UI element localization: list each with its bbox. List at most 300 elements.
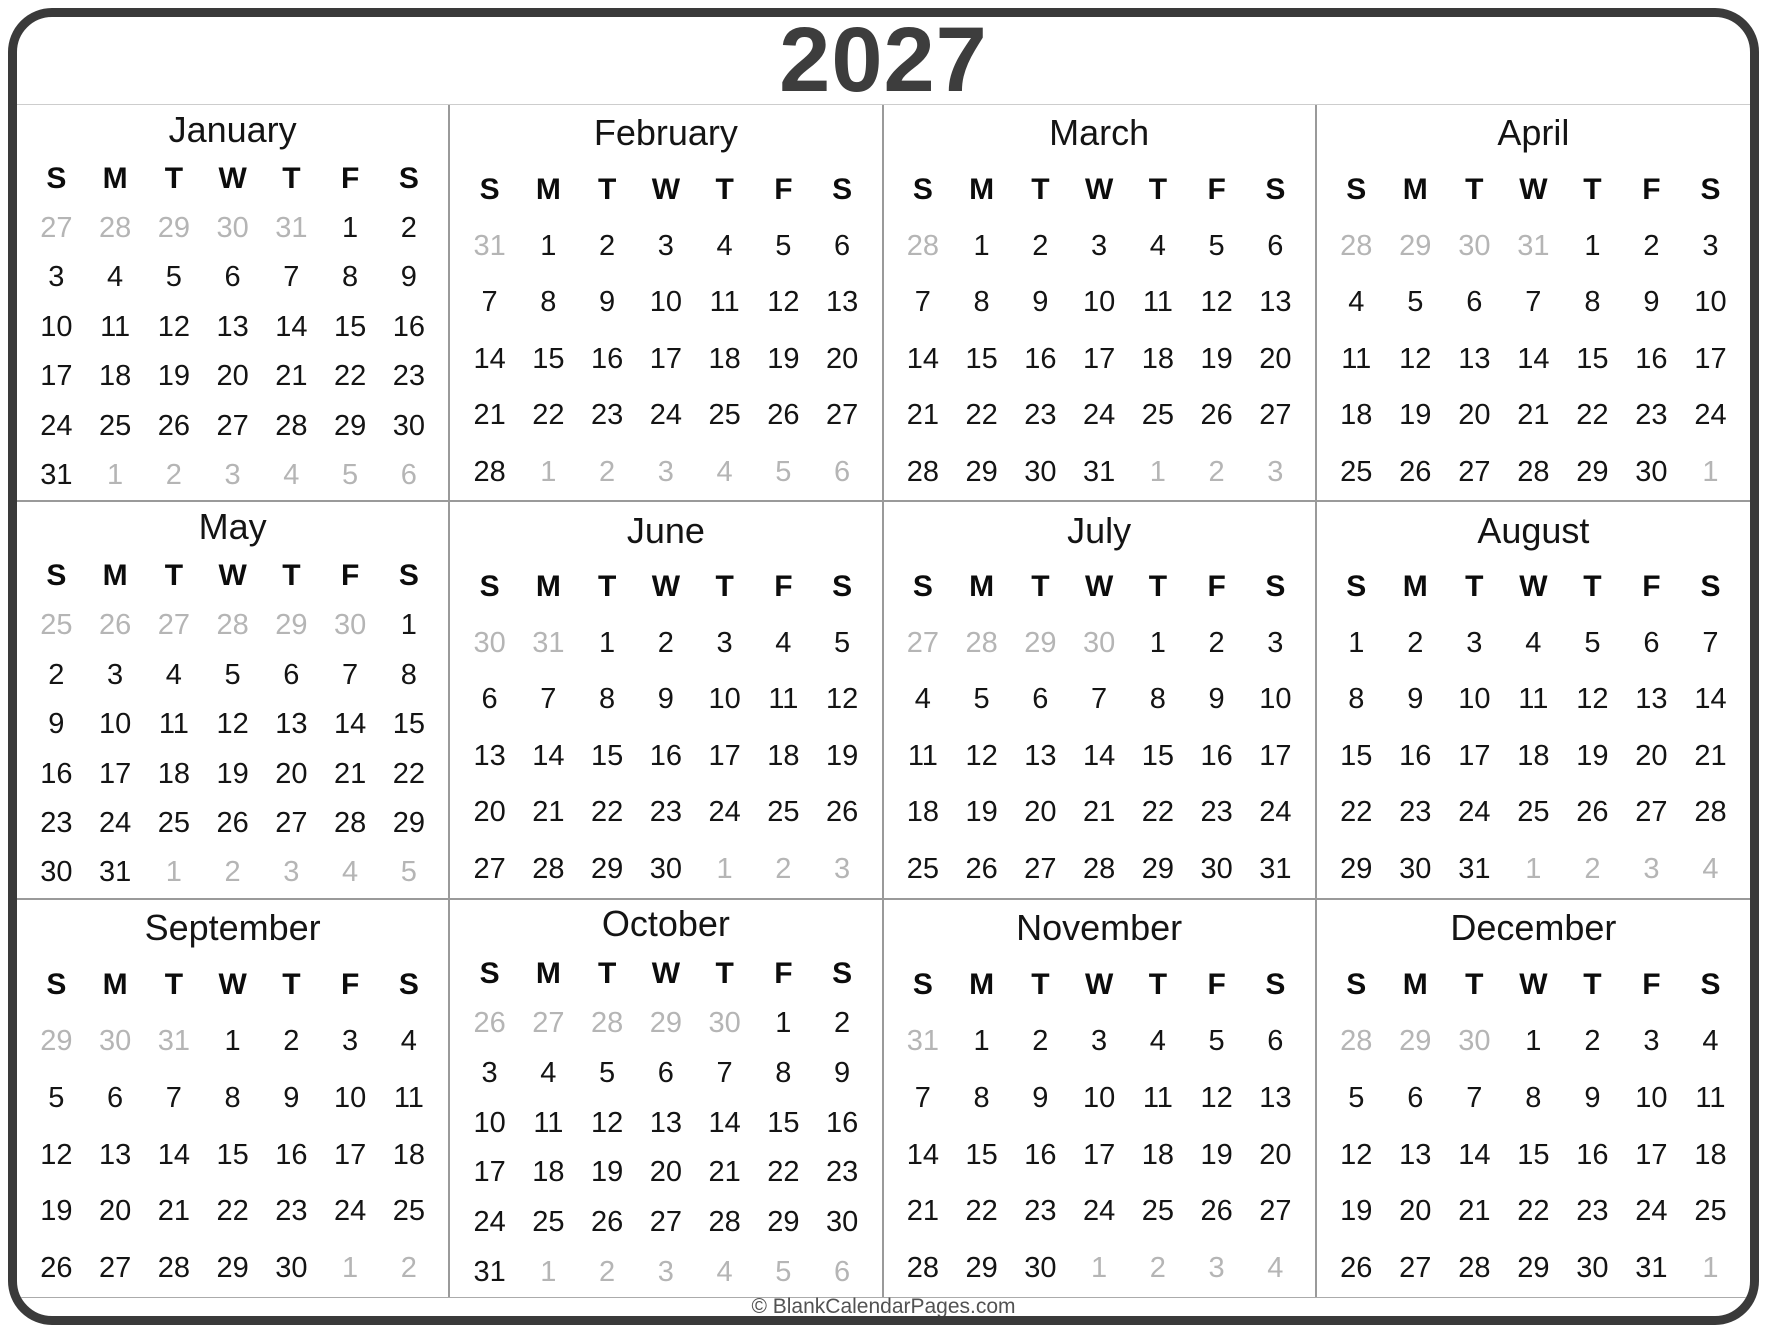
adjacent-month-day: 28 [965,627,998,659]
adjacent-month-day: 28 [1340,1025,1373,1058]
adjacent-month-day: 29 [275,609,308,642]
adjacent-month-day: 6 [834,1255,851,1288]
day-number: 19 [590,1156,624,1189]
day-number: 10 [1082,286,1116,319]
day-number: 28 [532,852,565,885]
day-number: 28 [275,409,308,442]
week-row [1327,1070,1740,1127]
weekday-header: W [651,957,681,991]
day-number: 14 [1458,1138,1491,1171]
adjacent-month-day: 30 [473,627,506,659]
month-name: December [1450,907,1617,949]
day-number: 24 [1259,796,1292,829]
week-row [27,1013,438,1070]
day-number: 31 [1635,1252,1668,1285]
day-number: 12 [216,708,249,741]
day-number: 23 [825,1156,859,1189]
day-number: 11 [1142,1081,1173,1114]
weekday-header: M [1402,570,1428,604]
week-row [894,1183,1305,1240]
day-number: 12 [825,683,859,716]
weekday-header: T [1148,172,1168,206]
day-number: 14 [157,1138,190,1171]
weekday-header: M [102,162,128,196]
day-number: 25 [1340,455,1373,488]
day-number: 5 [1348,1081,1365,1114]
day-number: 16 [1024,342,1057,375]
day-number: 14 [708,1106,741,1139]
day-number: 21 [275,360,308,393]
day-number: 1 [1348,627,1365,659]
day-number: 9 [1584,1081,1601,1114]
day-number: 12 [590,1106,624,1139]
adjacent-month-day: 1 [1149,455,1166,488]
day-number: 19 [40,1195,73,1228]
adjacent-month-day: 31 [473,229,506,262]
day-number: 29 [1576,455,1609,488]
weekday-header-row [460,559,871,615]
adjacent-month-day: 2 [775,852,792,885]
weekday-header: T [164,559,184,593]
day-number: 20 [1458,399,1491,432]
weekday-header: M [535,570,561,604]
day-number: 17 [1259,739,1292,772]
day-number: 23 [1024,399,1057,432]
adjacent-month-day: 1 [165,856,182,889]
day-number: 2 [1208,627,1225,659]
adjacent-month-day: 29 [649,1007,682,1040]
day-number: 13 [216,310,249,343]
day-number: 11 [1341,342,1372,375]
weekday-header: W [651,570,681,604]
week-row [460,387,871,443]
week-row [894,841,1305,897]
copyright-text: © BlankCalendarPages.com [751,1295,1016,1318]
weekday-header: M [535,957,561,991]
day-number: 10 [473,1106,506,1139]
day-number: 15 [392,708,425,741]
day-number: 23 [1024,1195,1057,1228]
day-number: 30 [275,1252,308,1285]
month-july [884,502,1317,899]
day-number: 29 [1517,1252,1550,1285]
week-row [1327,841,1740,897]
weekday-header: S [912,172,933,206]
week-row [1327,331,1740,387]
day-number: 22 [1517,1195,1550,1228]
day-number: 20 [1024,796,1057,829]
weekday-header-row [894,161,1305,217]
weekday-header: M [969,172,995,206]
calendar-page [8,8,1759,1325]
week-row [460,218,871,274]
week-row [1327,1013,1740,1070]
day-number: 7 [342,658,359,691]
weekday-header: S [1346,570,1367,604]
day-number: 10 [1082,1081,1116,1114]
adjacent-month-day: 4 [342,856,359,889]
day-number: 26 [1200,399,1233,432]
day-number: 25 [1517,796,1550,829]
day-number: 26 [767,399,800,432]
weekday-header: W [1519,172,1548,206]
day-number: 24 [40,409,73,442]
month-february [450,105,883,502]
day-number: 7 [481,286,498,319]
day-number: 20 [825,342,859,375]
day-number: 17 [1458,739,1491,772]
day-number: 14 [1517,342,1550,375]
weekday-header: W [1084,172,1114,206]
weekday-header: W [1084,570,1114,604]
day-number: 12 [1399,342,1432,375]
day-number: 10 [40,310,73,343]
day-number: 11 [907,739,938,772]
day-number: 9 [599,286,616,319]
weekday-header: T [1031,967,1050,1001]
day-number: 20 [1259,342,1292,375]
day-number: 27 [98,1252,132,1285]
month-name: March [1049,112,1150,154]
day-number: 13 [275,708,308,741]
day-number: 5 [48,1081,65,1114]
day-number: 9 [283,1081,300,1114]
day-number: 3 [1267,627,1284,659]
day-number: 30 [1635,455,1668,488]
day-number: 1 [1149,627,1166,659]
week-row [460,1049,871,1099]
day-number: 12 [1200,286,1233,319]
day-number: 22 [590,796,624,829]
day-number: 5 [973,683,990,716]
weekday-header: T [715,570,734,604]
day-number: 4 [716,229,733,262]
weekday-header-row [27,956,438,1013]
weekday-header: T [282,162,301,196]
day-number: 5 [224,658,241,691]
weekday-header: M [102,559,128,593]
day-number: 1 [775,1007,792,1040]
day-number: 4 [400,1025,417,1058]
day-number: 1 [599,627,616,659]
day-number: 23 [275,1195,308,1228]
weekday-header: T [1465,570,1484,604]
day-number: 27 [1635,796,1668,829]
week-row [460,999,871,1049]
day-number: 4 [775,627,792,659]
adjacent-month-day: 4 [1267,1252,1284,1285]
day-number: 8 [1149,683,1166,716]
day-number: 2 [1643,229,1660,262]
day-number: 19 [965,796,998,829]
adjacent-month-day: 29 [157,212,190,245]
day-number: 20 [275,757,308,790]
weekday-header: T [1031,570,1050,604]
weekday-header: T [1148,570,1168,604]
day-number: 13 [98,1138,132,1171]
week-row [460,1098,871,1148]
day-number: 3 [1643,1025,1660,1058]
day-number: 12 [1200,1081,1233,1114]
day-number: 14 [333,708,367,741]
day-number: 26 [40,1252,73,1285]
day-number: 24 [1082,399,1116,432]
week-row [460,785,871,841]
month-june [450,502,883,899]
day-number: 3 [107,658,124,691]
weekday-header: S [1700,570,1721,604]
day-number: 10 [1259,683,1292,716]
day-number: 1 [342,212,359,245]
month-may [17,502,450,899]
day-number: 25 [1141,1195,1174,1228]
day-number: 8 [973,286,990,319]
day-number: 10 [98,708,132,741]
adjacent-month-day: 2 [1149,1252,1166,1285]
day-number: 21 [1517,399,1550,432]
day-number: 10 [708,683,741,716]
week-row [460,615,871,671]
week-row [27,352,438,401]
day-number: 12 [1576,683,1609,716]
day-number: 22 [1141,796,1174,829]
day-number: 14 [532,739,565,772]
day-number: 12 [1340,1138,1373,1171]
adjacent-month-day: 4 [283,459,300,492]
day-number: 28 [1458,1252,1491,1285]
week-row [1327,1127,1740,1184]
day-number: 16 [1576,1138,1609,1171]
day-number: 18 [767,739,800,772]
day-number: 30 [392,409,425,442]
day-number: 20 [473,796,506,829]
day-number: 6 [283,658,300,691]
day-number: 12 [767,286,800,319]
adjacent-month-day: 30 [216,212,249,245]
year-title: 2027 [779,9,988,111]
adjacent-month-day: 3 [1267,455,1284,488]
adjacent-month-day: 31 [275,212,308,245]
day-number: 5 [599,1057,616,1089]
day-number: 28 [473,455,506,488]
day-number: 29 [767,1206,800,1239]
weekday-header: T [1465,967,1484,1001]
weekday-header: M [969,570,995,604]
adjacent-month-day: 30 [1458,229,1491,262]
weekday-header: M [102,967,128,1001]
day-number: 23 [1200,796,1233,829]
day-number: 18 [708,342,741,375]
weekday-header: S [832,570,853,604]
day-number: 25 [906,852,939,885]
day-number: 21 [532,796,565,829]
day-number: 26 [157,409,190,442]
day-number: 13 [1024,739,1057,772]
day-number: 29 [965,455,998,488]
week-row [1327,1183,1740,1240]
weekday-header-row [460,161,871,217]
adjacent-month-day: 4 [716,455,733,488]
month-august [1317,502,1750,899]
week-row [894,1127,1305,1184]
day-number: 24 [1694,399,1727,432]
day-number: 22 [216,1195,249,1228]
day-number: 30 [1399,852,1432,885]
week-row [894,615,1305,671]
day-number: 9 [1407,683,1424,716]
day-number: 13 [649,1106,682,1139]
day-number: 20 [1635,739,1668,772]
weekday-header: T [1031,172,1050,206]
day-number: 24 [98,807,132,840]
week-row [894,672,1305,728]
weekday-header-row [27,154,438,203]
day-number: 30 [1024,1252,1057,1285]
day-number: 10 [1694,286,1727,319]
adjacent-month-day: 6 [834,455,851,488]
day-number: 7 [540,683,557,716]
weekday-header: S [832,957,853,991]
month-november [884,900,1317,1297]
day-number: 9 [1032,1081,1049,1114]
weekday-header: T [597,172,617,206]
weekday-header: S [1346,967,1367,1001]
day-number: 1 [973,229,990,262]
weekday-header: F [340,162,360,196]
month-name: September [144,907,321,949]
adjacent-month-day: 30 [333,609,367,642]
month-name: August [1477,509,1590,551]
day-number: 27 [1399,1252,1432,1285]
day-number: 6 [1407,1081,1424,1114]
week-row [460,1148,871,1198]
day-number: 27 [1458,455,1491,488]
day-number: 25 [1694,1195,1727,1228]
day-number: 26 [216,807,249,840]
day-number: 4 [1149,229,1166,262]
day-number: 19 [1200,342,1233,375]
day-number: 21 [1082,796,1116,829]
day-number: 11 [393,1081,424,1114]
day-number: 28 [1082,852,1116,885]
adjacent-month-day: 28 [98,212,132,245]
day-number: 17 [1635,1138,1668,1171]
weekday-header: S [398,559,419,593]
weekday-header: T [1583,967,1602,1001]
week-row [1327,274,1740,330]
adjacent-month-day: 29 [1399,229,1432,262]
day-number: 1 [1584,229,1601,262]
day-number: 27 [649,1206,682,1239]
adjacent-month-day: 3 [834,852,851,885]
day-number: 21 [906,399,939,432]
week-row [27,1070,438,1127]
week-row [27,451,438,500]
adjacent-month-day: 25 [40,609,73,642]
day-number: 7 [914,1081,931,1114]
day-number: 3 [1702,229,1719,262]
weekday-header: T [597,570,617,604]
week-row [27,303,438,352]
weekday-header: T [1465,172,1484,206]
adjacent-month-day: 29 [1024,627,1057,659]
day-number: 2 [1584,1025,1601,1058]
week-row [894,444,1305,500]
week-row [894,218,1305,274]
week-row [27,1240,438,1297]
day-number: 5 [1407,286,1424,319]
day-number: 31 [98,856,132,889]
day-number: 24 [1635,1195,1668,1228]
day-number: 6 [834,229,851,262]
day-number: 2 [48,658,65,691]
day-number: 18 [1141,1138,1174,1171]
day-number: 27 [1259,399,1292,432]
day-number: 16 [825,1106,859,1139]
day-number: 5 [1208,1025,1225,1058]
day-number: 16 [1399,739,1432,772]
adjacent-month-day: 5 [342,459,359,492]
weekday-header: S [46,162,67,196]
day-number: 15 [767,1106,800,1139]
weekday-header: T [282,559,301,593]
day-number: 19 [216,757,249,790]
day-number: 28 [708,1206,741,1239]
day-number: 2 [834,1007,851,1040]
weekday-header: T [164,967,184,1001]
week-row [27,700,438,749]
weekday-header: M [1402,172,1428,206]
day-number: 15 [590,739,624,772]
day-number: 23 [1576,1195,1609,1228]
month-name: November [1016,907,1183,949]
adjacent-month-day: 28 [906,229,939,262]
week-row [1327,785,1740,841]
day-number: 12 [157,310,190,343]
day-number: 27 [275,807,308,840]
day-number: 4 [1348,286,1365,319]
weekday-header-row [460,949,871,999]
day-number: 31 [1458,852,1491,885]
month-name: May [198,506,267,548]
day-number: 16 [590,342,624,375]
weekday-header: F [340,967,360,1001]
weekday-header: S [398,162,419,196]
weekday-header-row [894,956,1305,1013]
weekday-header: S [912,967,933,1001]
day-number: 15 [965,1138,998,1171]
day-number: 30 [1200,852,1233,885]
day-number: 21 [906,1195,939,1228]
month-october [450,900,883,1297]
day-number: 11 [158,708,189,741]
adjacent-month-day: 1 [107,459,124,492]
day-number: 8 [1584,286,1601,319]
weekday-header: T [1583,570,1602,604]
day-number: 3 [1091,1025,1108,1058]
day-number: 7 [1525,286,1542,319]
weekday-header: T [597,957,617,991]
adjacent-month-day: 28 [1340,229,1373,262]
day-number: 2 [1407,627,1424,659]
weekday-header: F [1642,570,1661,604]
adjacent-month-day: 2 [599,1255,616,1288]
weekday-header-row [894,559,1305,615]
day-number: 11 [1695,1081,1726,1114]
day-number: 25 [392,1195,425,1228]
week-row [27,601,438,650]
day-number: 17 [1082,1138,1116,1171]
